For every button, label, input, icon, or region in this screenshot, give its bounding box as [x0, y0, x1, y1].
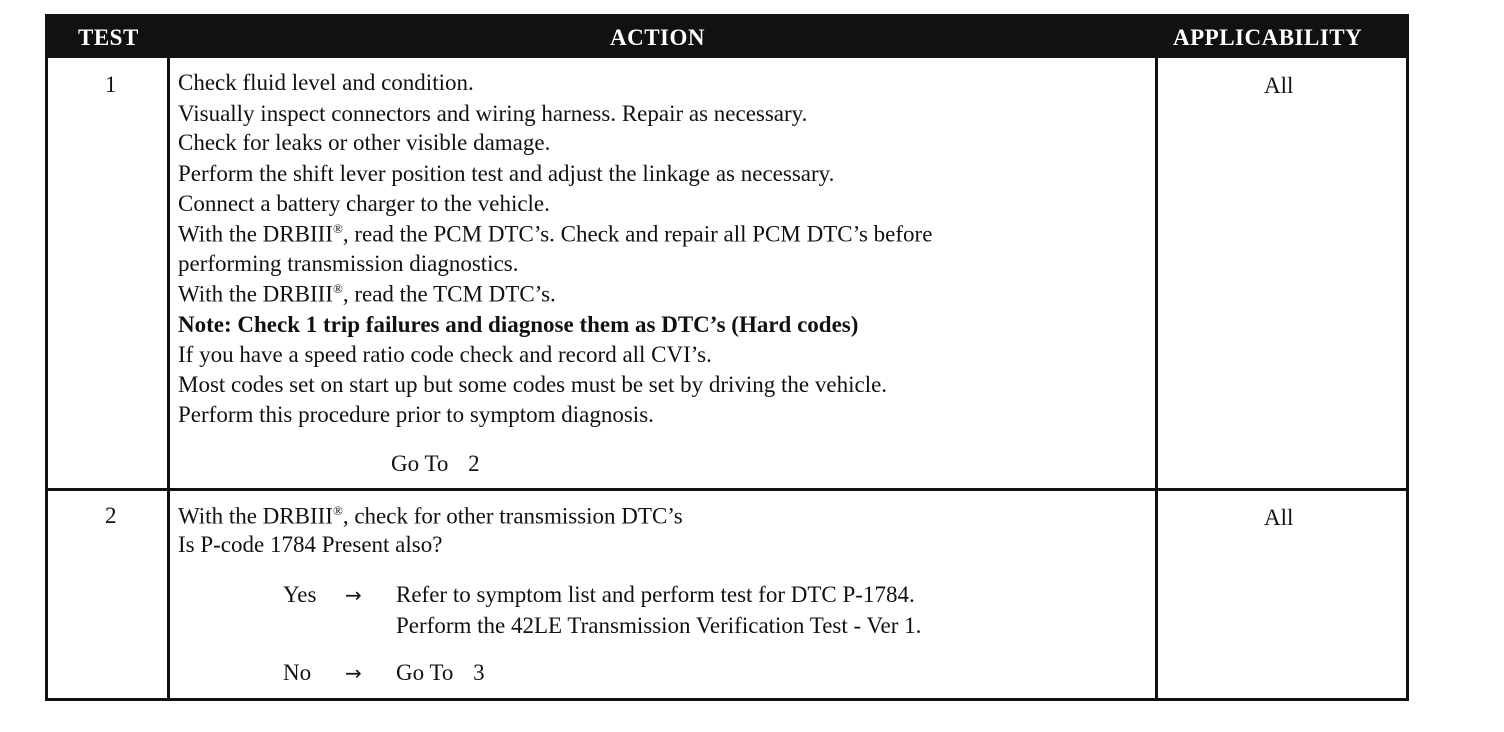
goto-link-2[interactable]	[391, 451, 480, 477]
divider-action-applicability	[1155, 58, 1158, 698]
action-note: Note: Check 1 trip failures and diagnose them as DTC’s (Hard codes)	[178, 312, 859, 337]
test-number-2: 2	[105, 503, 117, 528]
goto-link-3[interactable]	[396, 660, 485, 686]
applicability-2: All	[1264, 505, 1294, 530]
applicability-1: All	[1264, 73, 1294, 98]
goto-label: Go To	[391, 451, 449, 476]
diagnostic-table	[45, 14, 1409, 701]
header-applicability: APPLICABILITY	[1173, 25, 1363, 50]
action-line: With the DRBIII®, check for other transmission DTC’s	[178, 503, 683, 529]
action-question: Is P-code 1784 Present also?	[178, 532, 443, 557]
action-line: Most codes set on start up but some codes must be set by driving the vehicle.	[178, 372, 888, 397]
action-line: Connect a battery charger to the vehicle.	[178, 191, 550, 216]
action-line: Perform this procedure prior to symptom diagnosis.	[178, 402, 654, 427]
yes-action-line[interactable]: Perform the 42LE Transmission Verification Test - Ver 1.	[396, 613, 922, 638]
no-action-value: 3	[473, 660, 485, 685]
action-line: Check for leaks or other visible damage.	[178, 130, 551, 155]
action-line: Check fluid level and condition.	[178, 70, 474, 95]
yes-label: Yes	[283, 582, 317, 607]
action-line: With the DRBIII®, read the PCM DTC’s. Check and repair all PCM DTC’s before	[178, 221, 933, 247]
no-action-label: Go To	[396, 660, 454, 685]
test-number-1: 1	[105, 72, 117, 97]
action-line: performing transmission diagnostics.	[178, 251, 519, 276]
yes-action-line[interactable]: Refer to symptom list and perform test for DTC P-1784.	[396, 582, 915, 607]
header-action: ACTION	[610, 25, 706, 50]
row-separator	[48, 488, 1406, 491]
no-label: No	[283, 660, 312, 685]
action-line: With the DRBIII®, read the TCM DTC’s.	[178, 281, 556, 307]
header-test: TEST	[78, 25, 139, 50]
goto-value: 2	[468, 451, 480, 476]
action-line: If you have a speed ratio code check and record all CVI’s.	[178, 342, 712, 367]
no-arrow-icon: →	[345, 661, 362, 685]
action-line: Visually inspect connectors and wiring harness. Repair as necessary.	[178, 101, 808, 126]
table-header	[48, 17, 1406, 58]
action-line: Perform the shift lever position test and adjust the linkage as necessary.	[178, 161, 835, 186]
yes-arrow-icon: →	[345, 583, 362, 607]
divider-test-action	[167, 58, 170, 698]
